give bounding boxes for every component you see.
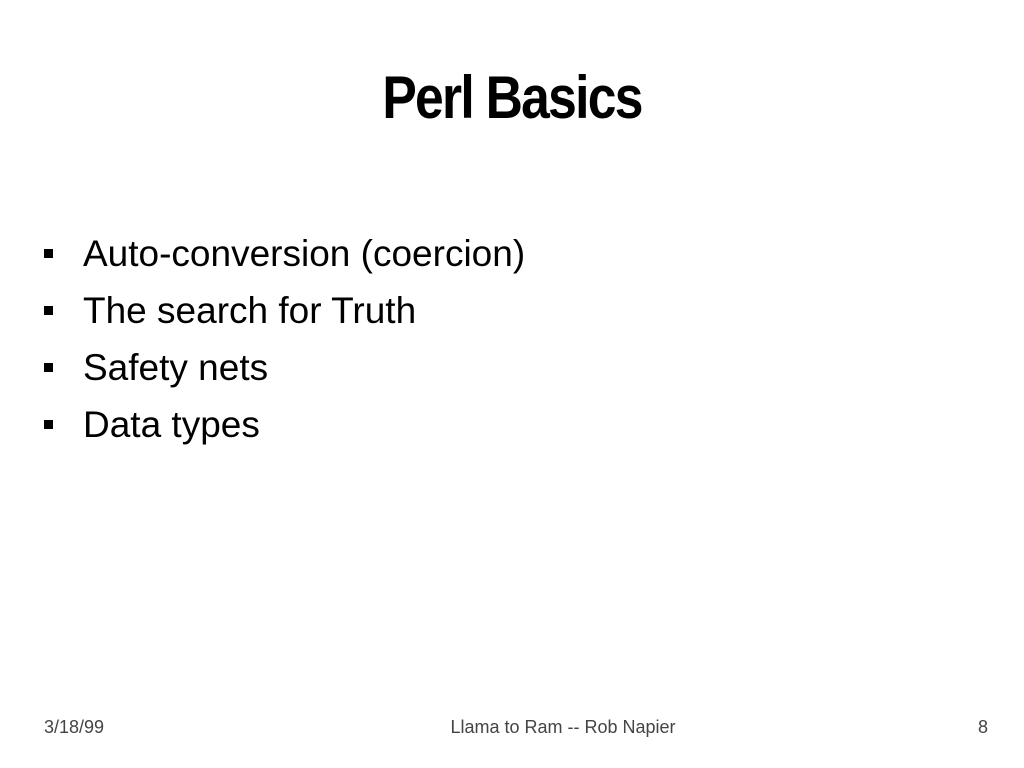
bullet-text: Auto-conversion (coercion) [83, 232, 526, 274]
square-bullet-icon [44, 363, 53, 372]
bullet-item [44, 339, 525, 396]
bullet-list [44, 225, 525, 453]
footer-presentation-title: Llama to Ram -- Rob Napier [450, 717, 676, 737]
slide-title: Perl Basics [382, 64, 642, 131]
bullet-item [44, 225, 525, 282]
bullet-item [44, 282, 525, 339]
bullet-text: The search for Truth [83, 289, 417, 331]
footer-date: 3/18/99 [44, 717, 105, 737]
bullet-text: Safety nets [83, 346, 269, 388]
footer-page-number: 8 [977, 717, 988, 737]
square-bullet-icon [44, 249, 53, 258]
square-bullet-icon [44, 420, 53, 429]
bullet-text: Data types [83, 403, 260, 445]
bullet-item [44, 396, 525, 453]
square-bullet-icon [44, 306, 53, 315]
